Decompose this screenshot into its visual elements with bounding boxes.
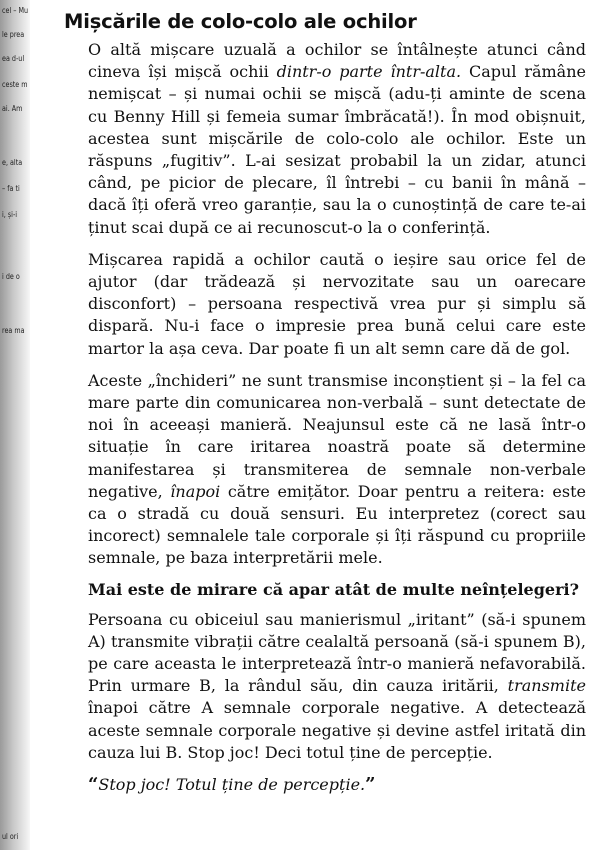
paragraph-1-text-b: Capul rămâne nemișcat – și numai ochii se mișcă (adu-ți aminte de scena cu Benny Hill și femeia sumar îmbrăcată!). În mod obișnuit, acestea sunt mișcările de colo-colo ale ochilor. Este un răspuns „fugitiv”. L-ai sesizat probabil la un zidar, atunci când, pe picior de plecare, îl întrebi – cu banii în mână – dacă îți oferă vreo garanție, sau la o cunoștință de care te-ai ținut scai după ce ai recunoscut-o la o conferință. [88,62,586,237]
binding-fragment: e, alta [2,158,23,167]
book-page [60,10,586,795]
close-quote-mark: ” [365,774,376,796]
paragraph-4-emphasis: transmite [507,676,586,696]
paragraph-3-text-b: către emițător. Doar pentru a reitera: este ca o stradă cu două sensuri. Eu interpretez (corect sau incorect) semnalele tale corporale și îți răspund cu propriile semnale, pe baza interpretării mele. [88,481,586,568]
binding-fragment: cel – Mu [2,6,29,15]
section-body [88,39,586,795]
binding-fragment: ea d-ul [2,54,25,63]
paragraph-4-text-b: înapoi către A semnale corporale negative. A detectează aceste semnale corporale negative și devine astfel iritată din cauza lui B. Stop joc! Deci totul ține de percepție. [88,698,586,762]
binding-fragment: rea ma [2,326,25,335]
binding-fragment: ul ori [2,832,19,841]
binding-fragment: ai. Am [2,104,23,113]
binding-fragment: le prea [2,30,25,39]
binding-fragment: – fa ti [2,184,20,193]
subheading-question: Mai este de mirare că apar atât de multe neînțelegeri? [88,579,579,599]
paragraph-1-text-a: O altă mișcare uzuală a ochilor se întâlnește atunci când cineva își mișcă ochii [88,40,586,82]
pull-quote [88,774,586,795]
paragraph-1 [88,39,586,239]
paragraph-3 [88,370,586,570]
paragraph-4 [88,609,586,764]
pull-quote-text: Stop joc! Totul ține de percepție. [98,775,366,795]
paragraph-4-text-a: Persoana cu obiceiul sau manierismul „iritant” (să-i spunem A) transmite vibrații către cealaltă persoană (să-i spunem B), pe care aceasta le interpretează într-o manieră nefavorabilă. Prin urmare B, la rândul său, din cauza iritării, [88,609,586,696]
book-binding-edge [0,0,30,850]
binding-fragment: i, și-i [2,210,18,219]
paragraph-2: Mișcarea rapidă a ochilor caută o ieșire sau orice fel de ajutor (dar trădează și nervozitate sau un oarecare disconfort) – persoana respectivă vrea pur și simplu să dispară. Nu-i face o impresie prea bună celui care este martor la așa ceva. Dar poate fi un alt semn care dă de gol. [88,249,586,358]
paragraph-1-emphasis: dintr-o parte într-alta. [276,62,462,82]
binding-fragment: i de o [2,272,20,281]
binding-fragment: ceste m [2,80,28,89]
open-quote-mark: “ [88,774,99,796]
section-title: Mișcările de colo-colo ale ochilor [64,10,417,33]
paragraph-3-text-a: Aceste „închideri” ne sunt transmise inconștient și – la fel ca mare parte din comunicarea non-verbală – sunt detectate de noi în aceeași manieră. Neajunsul este că ne lasă într-o situație în care iritarea noastră poate să determine manifestarea și transmiterea de semnale non-verbale negative, [88,370,586,501]
paragraph-3-emphasis: înapoi [170,481,221,501]
